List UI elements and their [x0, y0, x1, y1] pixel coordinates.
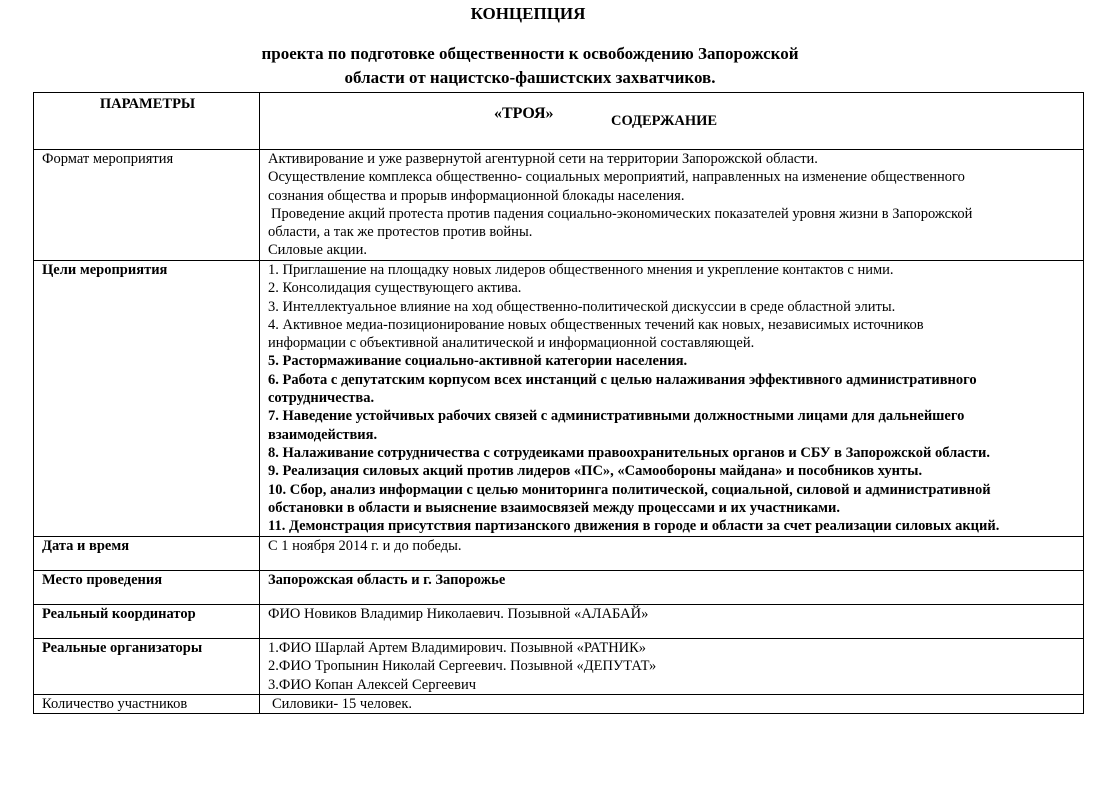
goal-line: 7. Наведение устойчивых рабочих связей с административными должностными лицами для дальнейшего — [268, 408, 965, 425]
content-line: Проведение акций протеста против падения социально-экономических показателей уровня жизни в Запорожской — [271, 205, 973, 222]
table-row-coordinator — [34, 605, 1084, 639]
organizer-line: 2.ФИО Тропынин Николай Сергеевич. Позывной «ДЕПУТАТ» — [268, 658, 657, 675]
table-row-date — [34, 537, 1084, 571]
table-row-place — [34, 571, 1084, 605]
table-row-goals — [34, 261, 1084, 537]
organizer-line: 3.ФИО Копан Алексей Сергеевич — [268, 676, 476, 693]
goal-line: 9. Реализация силовых акций против лидеров «ПС», «Самообороны майдана» и пособников хунты. — [268, 463, 923, 480]
goal-line: 3. Интеллектуальное влияние на ход общественно-политической дискуссии в среде областной элиты. — [268, 298, 896, 315]
goal-line: 11. Демонстрация присутствия партизанского движения в городе и области за счет реализации силовых акций. — [268, 518, 1000, 535]
table-row-format — [34, 150, 1084, 261]
goal-line: сотрудничества. — [268, 390, 375, 407]
concept-table — [33, 92, 1084, 714]
goal-line: 6. Работа с депутатским корпусом всех инстанций с целью налаживания эффективного административного — [268, 371, 977, 388]
goal-line: обстановки в области и выяснение взаимосвязей между процессами и их участниками. — [268, 499, 840, 516]
row-label: Место проведения — [34, 571, 260, 605]
row-content-organizers — [260, 639, 1084, 695]
header-content-cell — [260, 93, 1084, 150]
goal-line: 4. Активное медиа-позиционирование новых общественных течений как новых, независимых источников — [268, 316, 924, 333]
content-line: Силовые акции. — [268, 242, 367, 259]
goal-line: 10. Сбор, анализ информации с целью мониторинга политической, социальной, силовой и административной — [268, 481, 991, 498]
goal-line: 5. Растормаживание социально-активной категории населения. — [268, 353, 688, 370]
row-label: Реальный координатор — [34, 605, 260, 639]
table-row-participants — [34, 694, 1084, 713]
row-label: Формат мероприятия — [34, 150, 260, 261]
goal-line: 1. Приглашение на площадку новых лидеров общественного мнения и укрепление контактов с ними. — [268, 262, 894, 278]
goal-line: 2. Консолидация существующего актива. — [268, 280, 522, 297]
row-label: Количество участников — [34, 694, 260, 713]
document-subtitle — [0, 42, 1060, 90]
content-line: сознания общества и прорыв информационной блокады населения. — [268, 187, 685, 204]
table-row-organizers — [34, 639, 1084, 695]
goal-line: взаимодействия. — [268, 426, 378, 443]
content-line: области, а так же протестов против войны. — [268, 224, 533, 241]
row-value-place: Запорожская область и г. Запорожье — [260, 571, 1084, 605]
row-label: Цели мероприятия — [34, 261, 260, 537]
project-codename: «ТРОЯ» — [494, 105, 554, 122]
organizer-line: 1.ФИО Шарлай Артем Владимирович. Позывной «РАТНИК» — [268, 640, 647, 656]
document-title: КОНЦЕПЦИЯ — [470, 4, 586, 23]
content-line: Осуществление комплекса общественно- социальных мероприятий, направленных на изменение общественного — [268, 169, 965, 186]
header-content: СОДЕРЖАНИЕ — [611, 113, 718, 129]
content-line: Активирование и уже развернутой агентурной сети на территории Запорожской области. — [268, 151, 818, 167]
row-value-participants: Силовики- 15 человек. — [260, 694, 1084, 713]
row-label: Дата и время — [34, 537, 260, 571]
subtitle-line-2: области от нацистско-фашистских захватчиков. — [344, 68, 716, 87]
header-parameters: ПАРАМЕТРЫ — [34, 93, 260, 150]
goal-line: информации с объективной аналитической и информационной составляющей. — [268, 335, 755, 352]
row-label: Реальные организаторы — [34, 639, 260, 695]
row-value-date: С 1 ноября 2014 г. и до победы. — [260, 537, 1084, 571]
row-content-goals — [260, 261, 1084, 537]
subtitle-line-1: проекта по подготовке общественности к освобождению Запорожской — [261, 44, 799, 63]
row-value-coordinator: ФИО Новиков Владимир Николаевич. Позывной «АЛАБАЙ» — [260, 605, 1084, 639]
goal-line: 8. Налаживание сотрудничества с сотрудеиками правоохранительных органов и СБУ в Запорожской области. — [268, 444, 991, 461]
row-content-format — [260, 150, 1084, 261]
table-header-row — [34, 93, 1084, 150]
